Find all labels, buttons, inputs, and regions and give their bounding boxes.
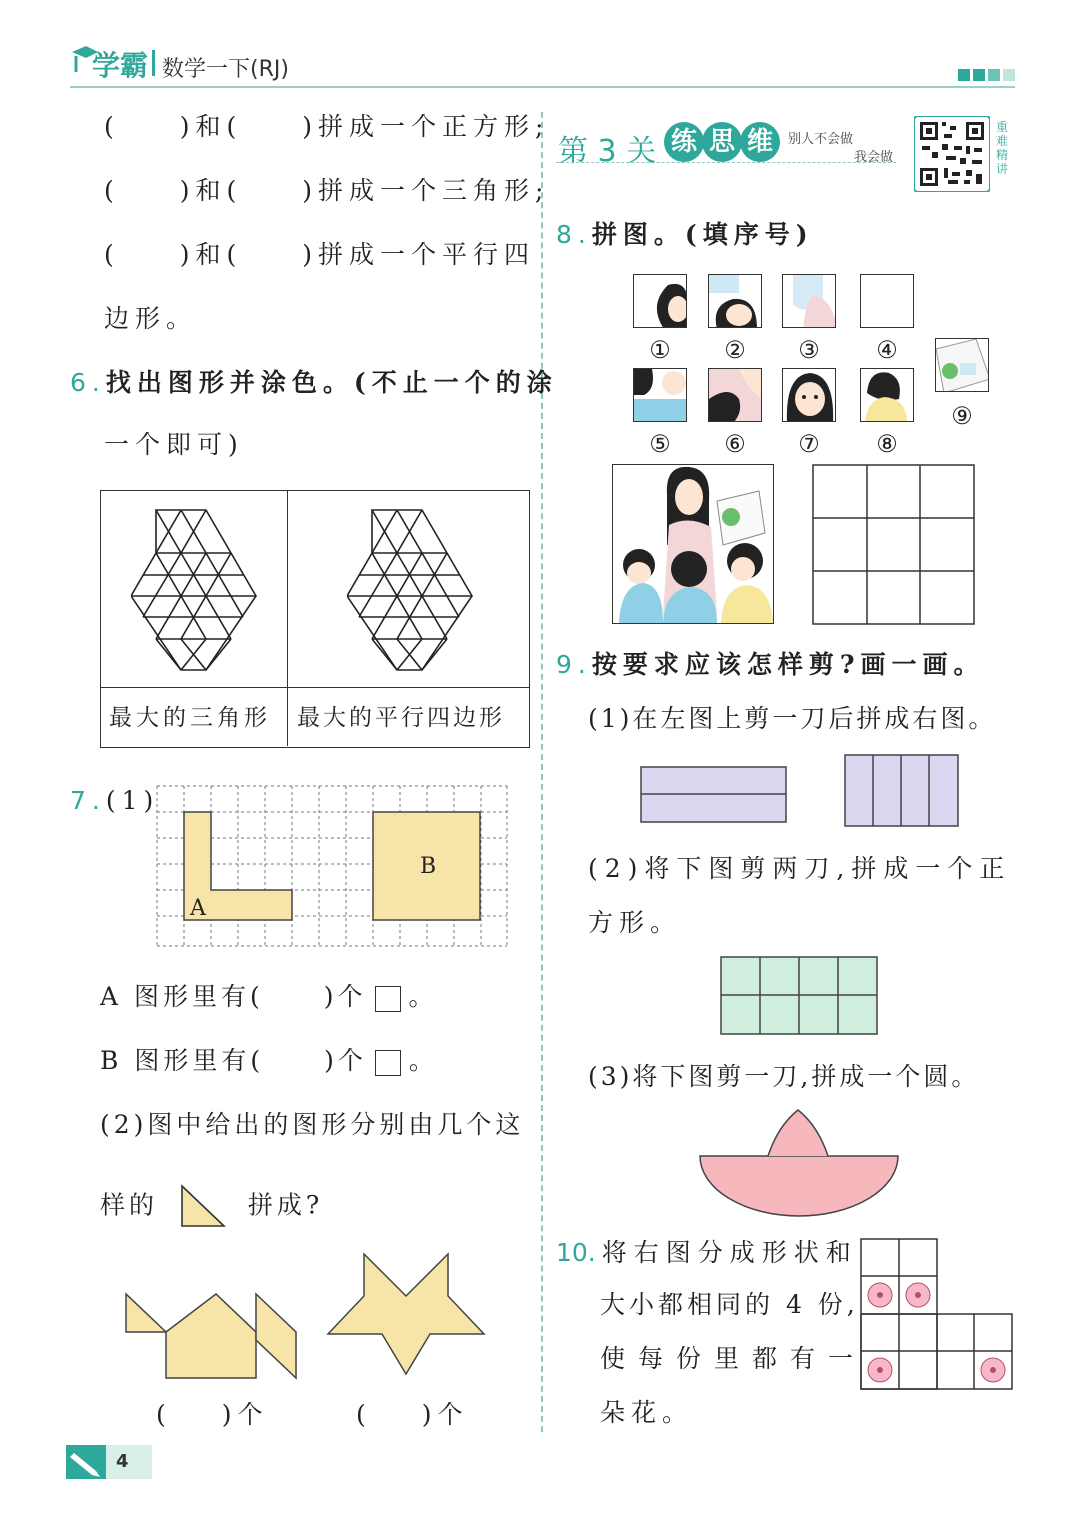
badge-char-3: 维 [740,122,780,162]
piece-label-1: ① [649,336,671,364]
q7-part2-line1: (2)图中给出的图形分别由几个这 [100,1110,525,1139]
header [70,40,1020,86]
footer-page-tab [66,1445,152,1479]
badge-char-2: 思 [702,122,742,162]
header-rule [70,86,1015,88]
banner-note-2: 我会做 [854,150,894,165]
level-title: 第 3 关 [558,134,657,169]
q6-cell-right-label: 最大的平行四边形 [297,705,505,731]
puzzle-piece-2 [708,274,762,328]
side-tag: 重 难 精 讲 [995,120,1008,176]
puzzle-piece-8 [860,368,914,422]
q10-line-4: 朵花。 [600,1398,694,1427]
pencil-icon [66,1445,106,1479]
q9-pink-shape [698,1108,900,1220]
puzzle-piece-7 [782,368,836,422]
q10-flower-grid [860,1238,1014,1390]
piece-label-8: ⑧ [876,430,898,458]
piece-label-5: ⑤ [649,430,671,458]
badge-char-1: 练 [664,122,704,162]
q7-heading: 7.(1) [70,786,160,815]
piece-label-7: ⑦ [798,430,820,458]
piece-label-6: ⑥ [724,430,746,458]
q7-fish-figure [124,1280,304,1380]
q10-line-2: 大小都相同的 4 份, [600,1290,859,1319]
puzzle-piece-6 [708,368,762,422]
q7-answer-left: ( )个 [156,1400,269,1429]
column-divider [541,112,543,1432]
q9-part1: (1)在左图上剪一刀后拼成右图。 [588,704,997,733]
triangle-grid-left [131,505,261,675]
banner-dash-line [556,162,896,163]
piece-label-4: ④ [876,336,898,364]
brand-logo-text: 学霸 [92,49,149,82]
brand-separator [152,50,155,76]
q9-strip-rectangle [640,766,788,824]
qr-code-icon[interactable] [914,116,990,192]
q7-answer-right: ( )个 [356,1400,469,1429]
q7-count-a: A 图形里有( )个 。 [100,982,438,1011]
q9-part3: (3)将下图剪一刀,拼成一个圆。 [588,1062,980,1091]
q5-line-1: ( )和( )拼成一个正方形; [104,112,550,141]
q5-line-2: ( )和( )拼成一个三角形; [104,176,550,205]
q5-line-4: 边形。 [104,304,198,333]
q6-heading-cont: 一个即可) [104,430,244,459]
q8-heading: 8.拼图。(填序号) [556,220,814,249]
answer-grid-3x3 [812,464,976,626]
piece-label-3: ③ [798,336,820,364]
unit-square-icon [375,1050,401,1076]
q7-dotted-grid [155,784,511,950]
piece-label-2: ② [724,336,746,364]
q6-heading: 6.找出图形并涂色。(不止一个的涂 [70,368,558,397]
subject-title: 数学一下(RJ) [162,57,289,82]
unit-square-icon [375,986,401,1012]
puzzle-piece-9 [935,338,989,392]
puzzle-piece-4 [860,274,914,328]
puzzle-piece-3 [782,274,836,328]
complete-picture [612,464,774,624]
q7-star-figure [326,1252,486,1377]
q9-heading: 9.按要求应该怎样剪?画一画。 [556,650,985,679]
puzzle-piece-5 [633,368,687,422]
triangle-grid-right [347,505,477,675]
puzzle-piece-1 [633,274,687,328]
q5-line-3: ( )和( )拼成一个平行四 [104,240,536,269]
q6-cell-left-label: 最大的三角形 [109,705,271,731]
right-triangle-icon [178,1184,228,1230]
level-banner [556,116,1016,196]
banner-note-1: 别人不会做 [788,132,854,147]
page-number: 4 [116,1451,129,1472]
q9-target-rectangle [844,754,960,828]
q6-table [100,490,530,748]
q9-green-grid [720,956,880,1036]
shape-b-label: B [420,854,437,879]
q9-part2-line2: 方形。 [588,908,682,937]
q7-count-b: B 图形里有( )个 。 [100,1046,438,1075]
header-decoration [958,66,1015,85]
q10-line-1: 10. 将右图分成形状和 [556,1238,858,1267]
piece-label-9: ⑨ [951,402,973,430]
shape-a-label: A [190,896,206,921]
q10-line-3: 使每份里都有一 [600,1344,867,1373]
q7-part2-line2: 样的 拼成? [100,1184,323,1230]
q9-part2-line1: (2)将下图剪两刀,拼成一个正 [588,854,1012,883]
